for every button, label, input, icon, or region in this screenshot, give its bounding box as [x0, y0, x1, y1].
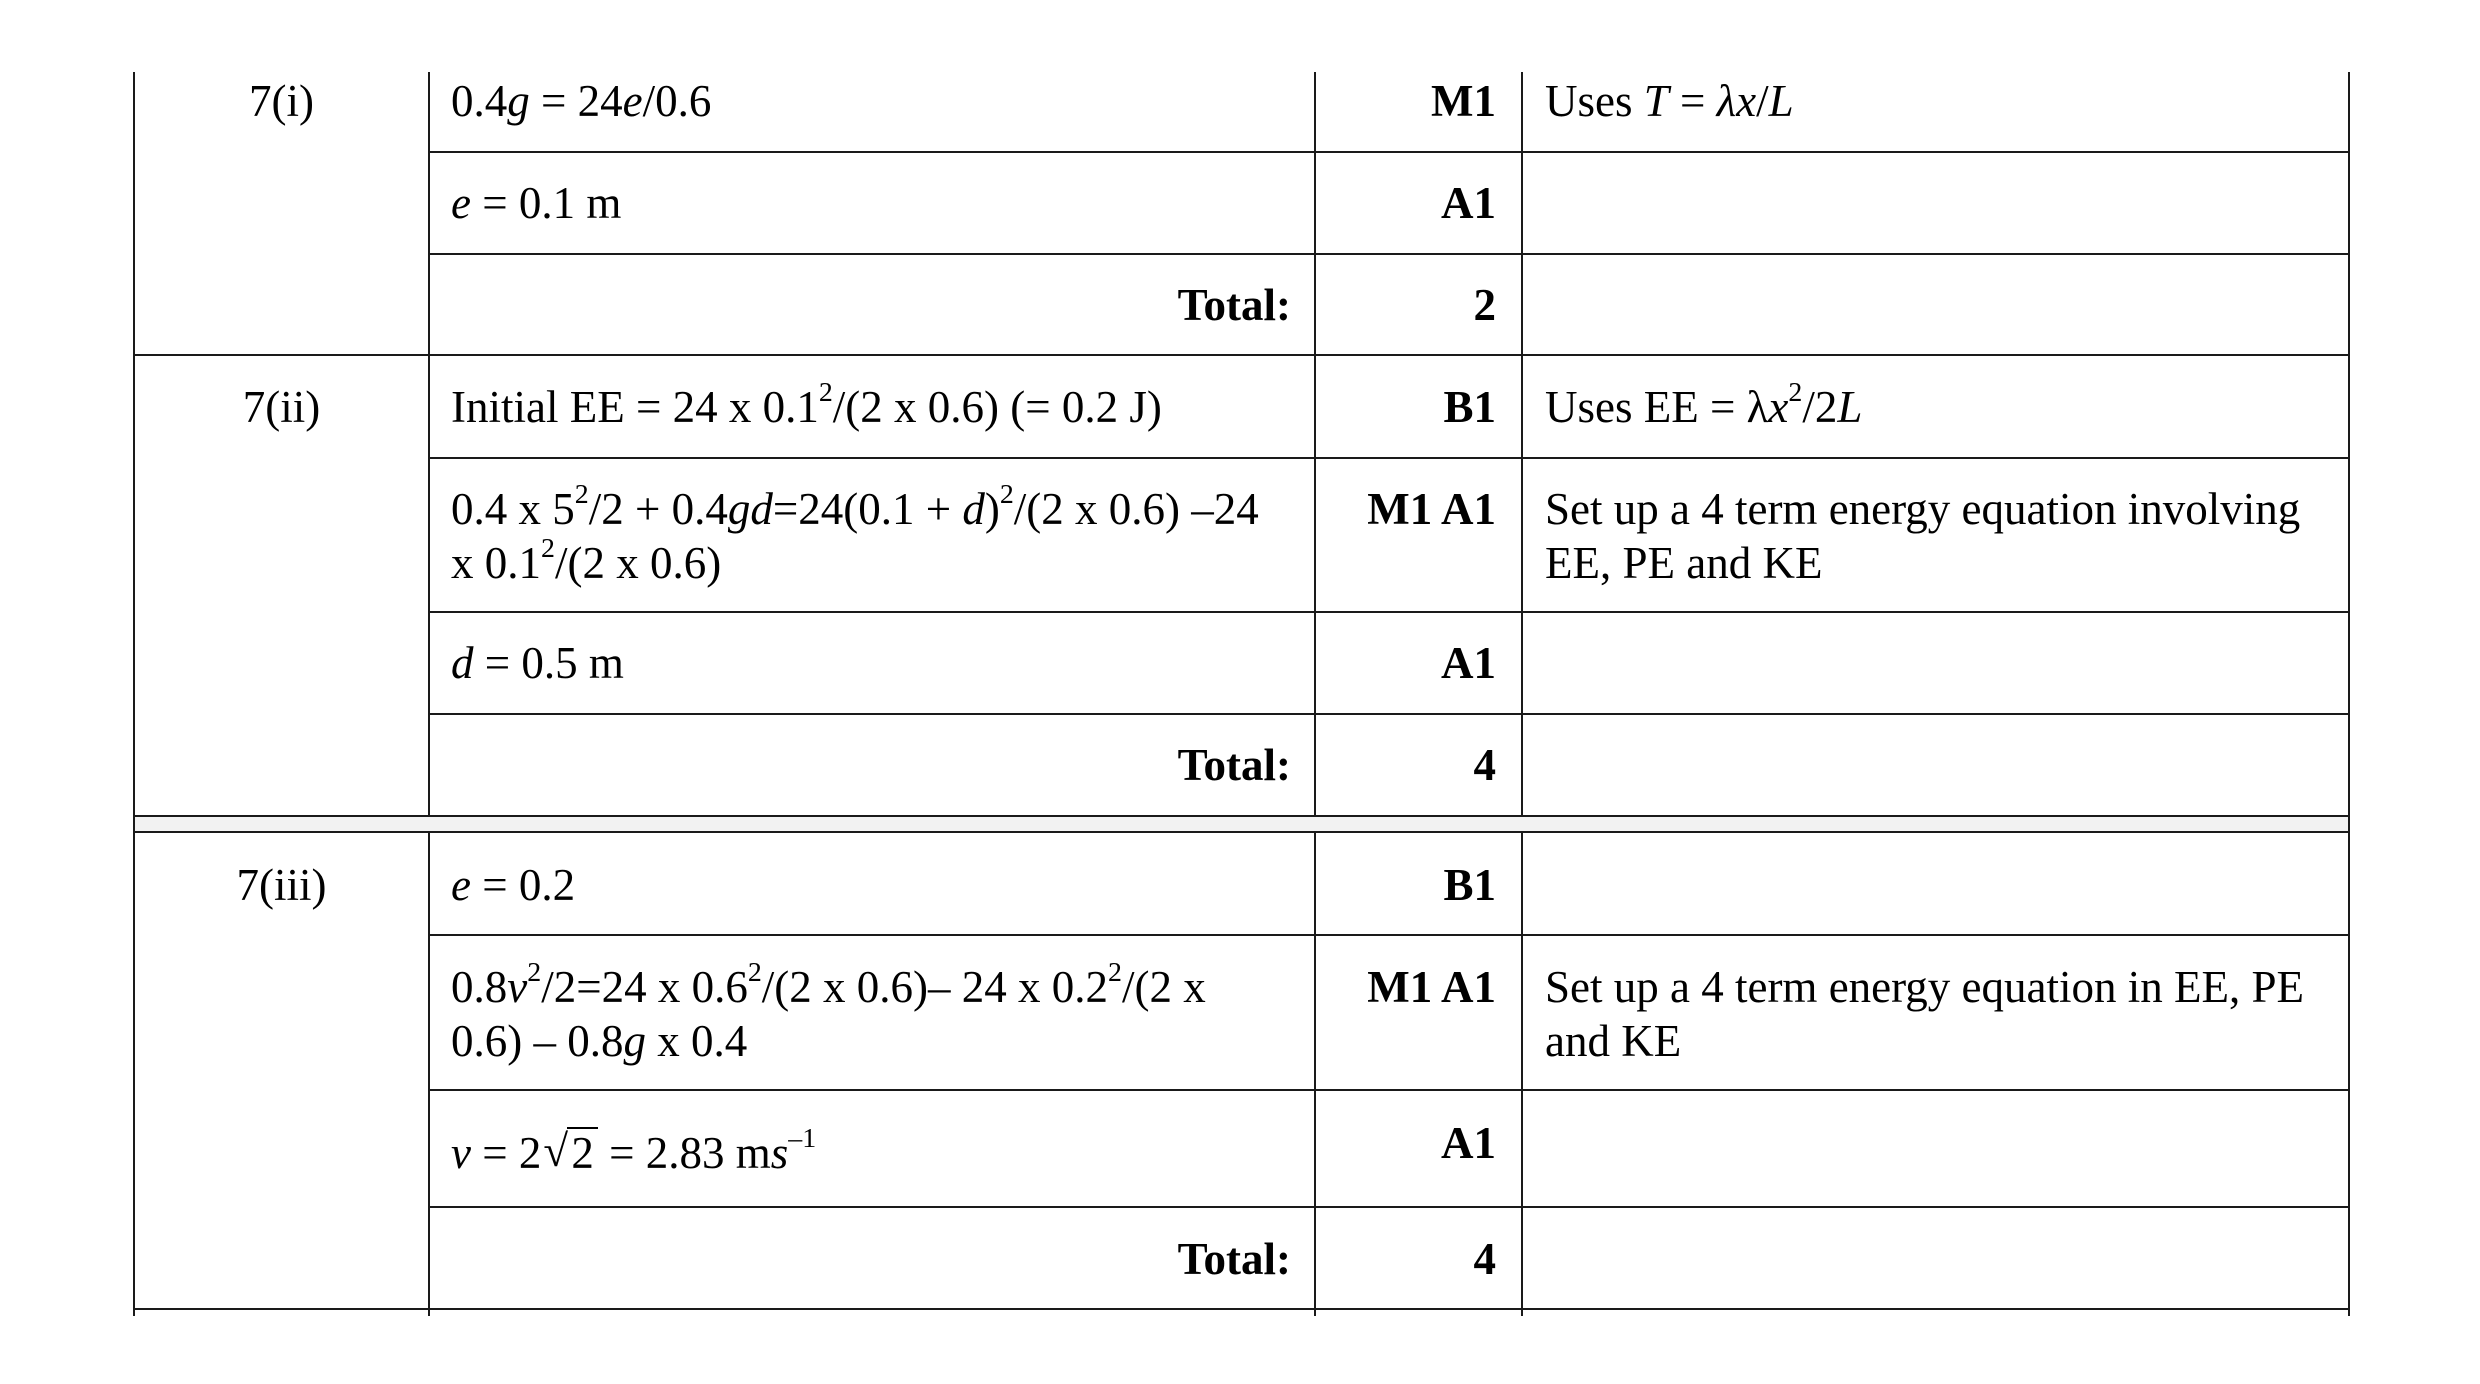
working-line [451, 1014, 1311, 1068]
working-text: 0.8 [451, 962, 508, 1012]
working-text: /(2 x [1121, 962, 1206, 1012]
working-cell [451, 377, 1311, 434]
working-text: g [507, 76, 530, 126]
guidance-cell [1545, 482, 2345, 590]
section-divider [133, 831, 2350, 833]
superscript: 2 [541, 533, 555, 565]
working-text: /(2 x 0.6) –24 [1013, 484, 1259, 534]
total-marks: 2 [1473, 280, 1496, 330]
superscript: 2 [999, 479, 1014, 511]
column-divider [428, 72, 430, 1316]
guidance-text: λx [1716, 76, 1757, 126]
working-text: g [623, 1016, 646, 1066]
working-text: /(2 x 0.6) (= 0.2 J) [832, 382, 1162, 432]
guidance-cell [1545, 960, 2345, 1068]
working-text: Initial EE = 24 x 0.1 [451, 382, 819, 432]
guidance-text: L [1768, 76, 1794, 126]
row-divider [428, 457, 2350, 459]
mark-cell: B1 [1443, 382, 1496, 432]
superscript: 2 [527, 957, 542, 989]
working-text: = 0.5 m [473, 638, 624, 688]
superscript: 2 [818, 377, 833, 409]
working-text: = 2 [470, 1128, 542, 1178]
row-divider [428, 1206, 2350, 1208]
row-divider [428, 1089, 2350, 1091]
working-text: = 2.83 m [597, 1128, 771, 1178]
guidance-text: Uses [1545, 76, 1644, 126]
mark-cell: B1 [1443, 860, 1496, 910]
section-divider [133, 354, 2350, 356]
working-text: /0.6 [642, 76, 712, 126]
working-text: /2 + 0.4 [588, 484, 728, 534]
mark-cell: A1 [1441, 178, 1496, 228]
working-cell [451, 479, 1311, 590]
mark-cell: M1 A1 [1367, 962, 1496, 1012]
working-text: =24(0.1 + [772, 484, 963, 534]
total-marks: 4 [1473, 740, 1496, 790]
square-root [543, 1126, 598, 1180]
radical-sign: √ [543, 1126, 569, 1176]
guidance-text: Set up a 4 term energy equation involving [1545, 484, 2301, 534]
working-text: = 0.2 [470, 860, 576, 910]
guidance-cell [1545, 74, 2335, 128]
row-divider [428, 151, 2350, 153]
superscript: 2 [1788, 377, 1803, 409]
table-border-left [133, 72, 135, 1316]
working-text: x 0.4 [646, 1016, 748, 1066]
working-line [451, 957, 1311, 1014]
mark-cell: M1 [1431, 76, 1496, 126]
guidance-text: EE, PE and KE [1545, 538, 1823, 588]
superscript: 2 [1108, 957, 1122, 989]
working-text: s [770, 1128, 789, 1178]
superscript: –1 [788, 1123, 817, 1155]
working-text: e [622, 76, 643, 126]
column-divider [1521, 72, 1523, 1316]
table-border-bottom [133, 1308, 2350, 1310]
working-cell [451, 636, 1301, 690]
mark-cell: A1 [1441, 1118, 1496, 1168]
guidance-text: x [1768, 382, 1789, 432]
working-text: x 0.1 [451, 538, 541, 588]
working-text: d [962, 484, 985, 534]
working-cell [451, 957, 1311, 1068]
working-text: gd [727, 484, 773, 534]
section-gap [135, 817, 2348, 831]
superscript: 2 [574, 479, 589, 511]
question-number: 7(i) [249, 76, 314, 126]
radicand: 2 [567, 1127, 598, 1177]
row-divider [428, 611, 2350, 613]
working-text: 0.4 x 5 [451, 484, 575, 534]
working-text: e [451, 860, 471, 910]
working-text: d [451, 638, 474, 688]
working-cell [451, 1123, 1301, 1180]
mark-cell: M1 A1 [1367, 484, 1496, 534]
working-text: = 24 [529, 76, 623, 126]
working-text: 0.4 [451, 76, 508, 126]
working-line [451, 533, 1311, 590]
mark-cell: A1 [1441, 638, 1496, 688]
working-text: /2=24 x 0.6 [541, 962, 748, 1012]
working-cell [451, 858, 1301, 912]
superscript: 2 [747, 957, 762, 989]
guidance-text: and KE [1545, 1016, 1682, 1066]
working-text: v [507, 962, 528, 1012]
table-border-right [2348, 72, 2350, 1316]
guidance-cell [1545, 377, 2335, 434]
guidance-text: Uses EE = λ [1545, 382, 1769, 432]
working-text: 0.6) – 0.8 [451, 1016, 624, 1066]
total-label: Total: [1177, 280, 1291, 330]
row-divider [428, 253, 2350, 255]
working-text: /(2 x 0.6)– 24 x 0.2 [761, 962, 1109, 1012]
guidance-text: L [1837, 382, 1863, 432]
total-label: Total: [1177, 1234, 1291, 1284]
working-text: /(2 x 0.6) [554, 538, 722, 588]
working-text: e [451, 178, 471, 228]
row-divider [428, 934, 2350, 936]
working-line [451, 479, 1311, 536]
total-marks: 4 [1473, 1234, 1496, 1284]
working-text: ) [984, 484, 1000, 534]
row-divider [428, 713, 2350, 715]
guidance-text: = [1668, 76, 1717, 126]
guidance-text: Set up a 4 term energy equation in EE, PE [1545, 962, 2305, 1012]
question-number: 7(ii) [242, 382, 321, 432]
guidance-text: / [1756, 76, 1769, 126]
working-cell [451, 176, 1301, 230]
question-number: 7(iii) [236, 860, 327, 910]
guidance-text: T [1643, 76, 1669, 126]
working-cell [451, 74, 1301, 128]
total-label: Total: [1177, 740, 1291, 790]
working-text: v [451, 1128, 471, 1178]
working-text: = 0.1 m [470, 178, 622, 228]
guidance-text: /2 [1802, 382, 1838, 432]
